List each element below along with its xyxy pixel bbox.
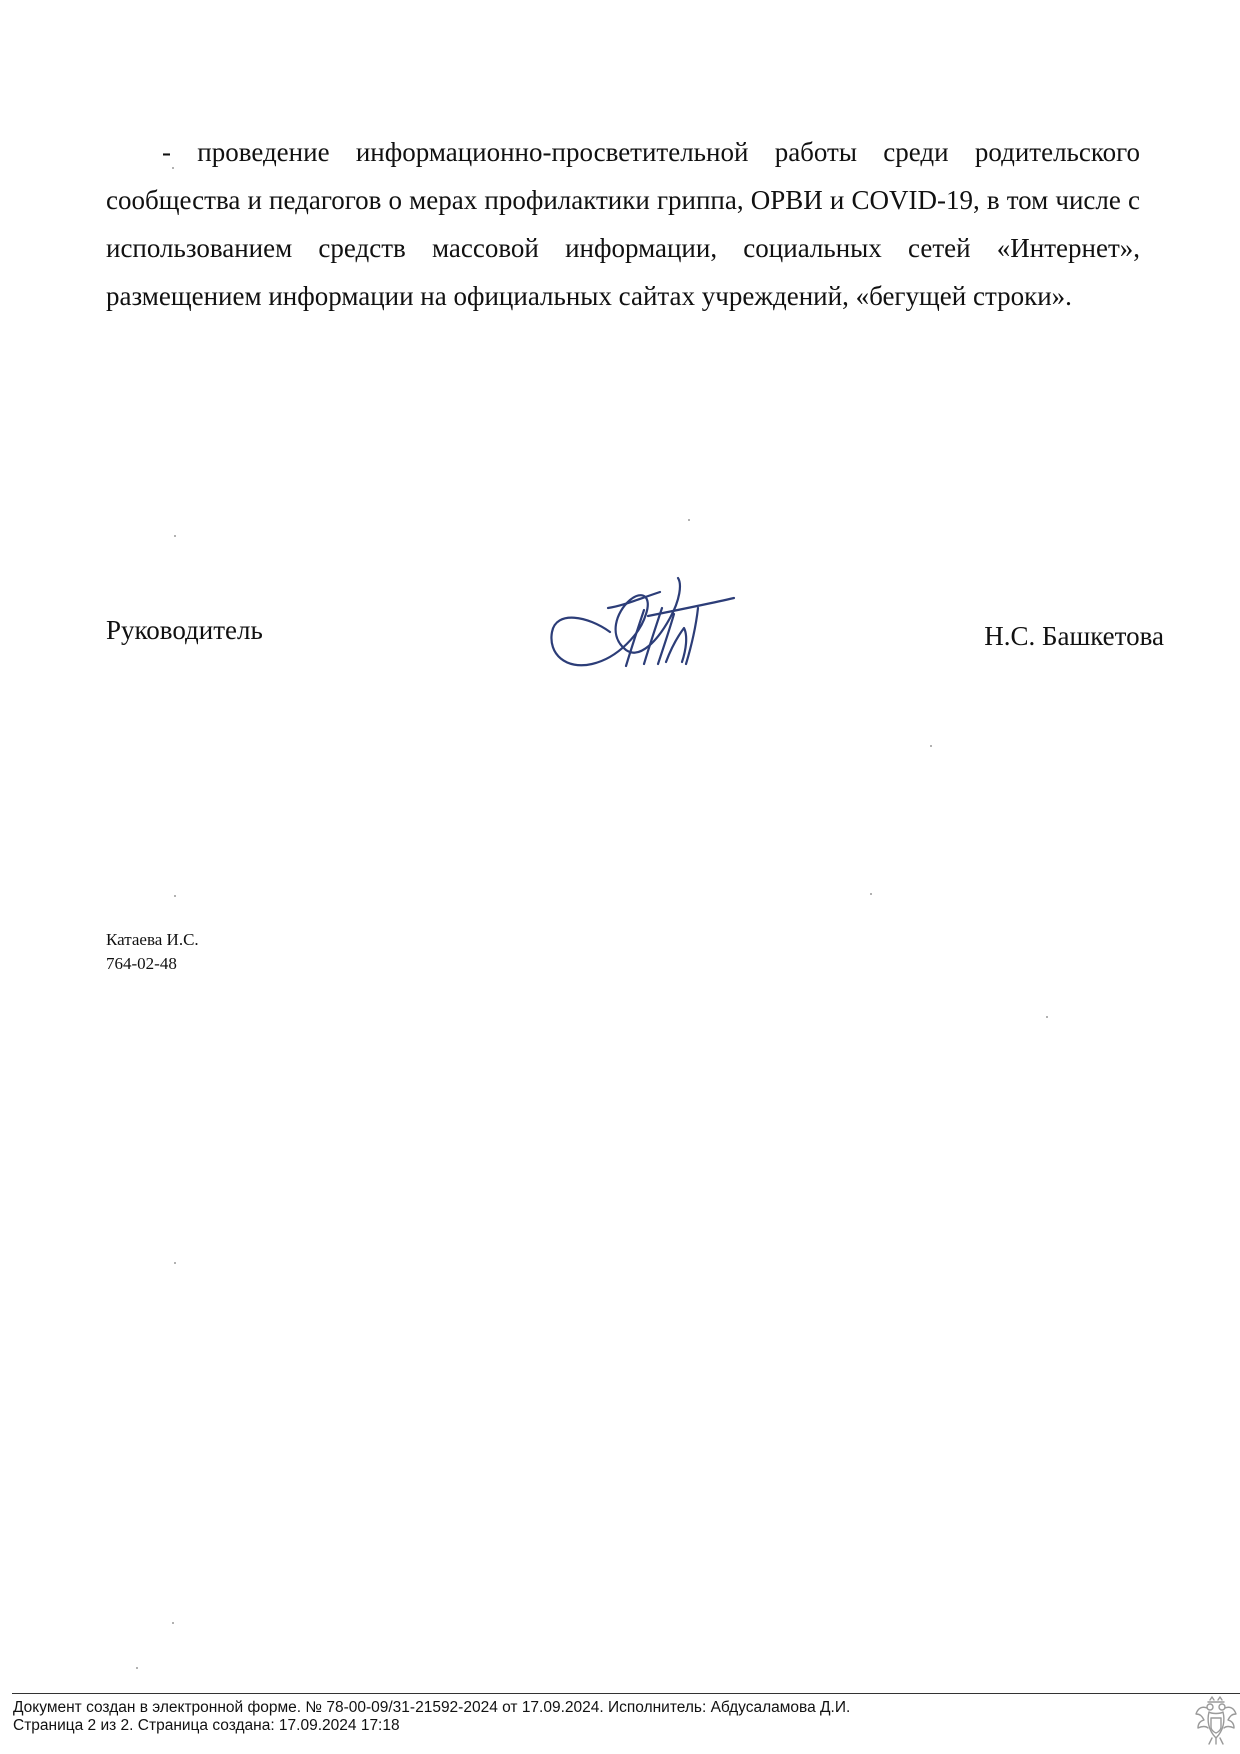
- scan-speck: [174, 1262, 176, 1264]
- scan-speck: [174, 535, 176, 537]
- scan-speck: [1046, 1016, 1048, 1018]
- footer-line-1: Документ создан в электронной форме. № 78-00-09/31-21592-2024 от 17.09.2024. Исполнитель: Абдусаламова Д.И.: [13, 1699, 851, 1716]
- body-paragraph: - проведение информационно-просветительной работы среди родительского сообщества и педагогов о мерах профилактики гриппа, ОРВИ и COVID-19, в том числе с использованием средств массовой информации, социальных сетей «Интернет», размещением информации на официальных сайтах учреждений, «бегущей строки».: [106, 137, 1140, 311]
- signature-role: Руководитель: [106, 615, 263, 645]
- document-footer: [13, 1699, 850, 1735]
- scan-speck: [136, 1667, 138, 1669]
- footer-line-2: Страница 2 из 2. Страница создана: 17.09.2024 17:18: [13, 1717, 400, 1734]
- executor-name: Катаева И.С.: [106, 930, 199, 949]
- scan-speck: [174, 895, 176, 897]
- executor-block: [106, 928, 199, 976]
- footer-divider: [12, 1693, 1240, 1694]
- scan-speck: [172, 1622, 174, 1624]
- scan-speck: [172, 167, 174, 169]
- scan-speck: [930, 745, 932, 747]
- scan-speck: [870, 893, 872, 895]
- handwritten-signature-icon: [548, 570, 738, 674]
- coat-of-arms-icon: [1194, 1696, 1238, 1746]
- scan-speck: [688, 519, 690, 521]
- signature-name: Н.С. Башкетова: [984, 621, 1164, 651]
- executor-phone: 764-02-48: [106, 954, 177, 973]
